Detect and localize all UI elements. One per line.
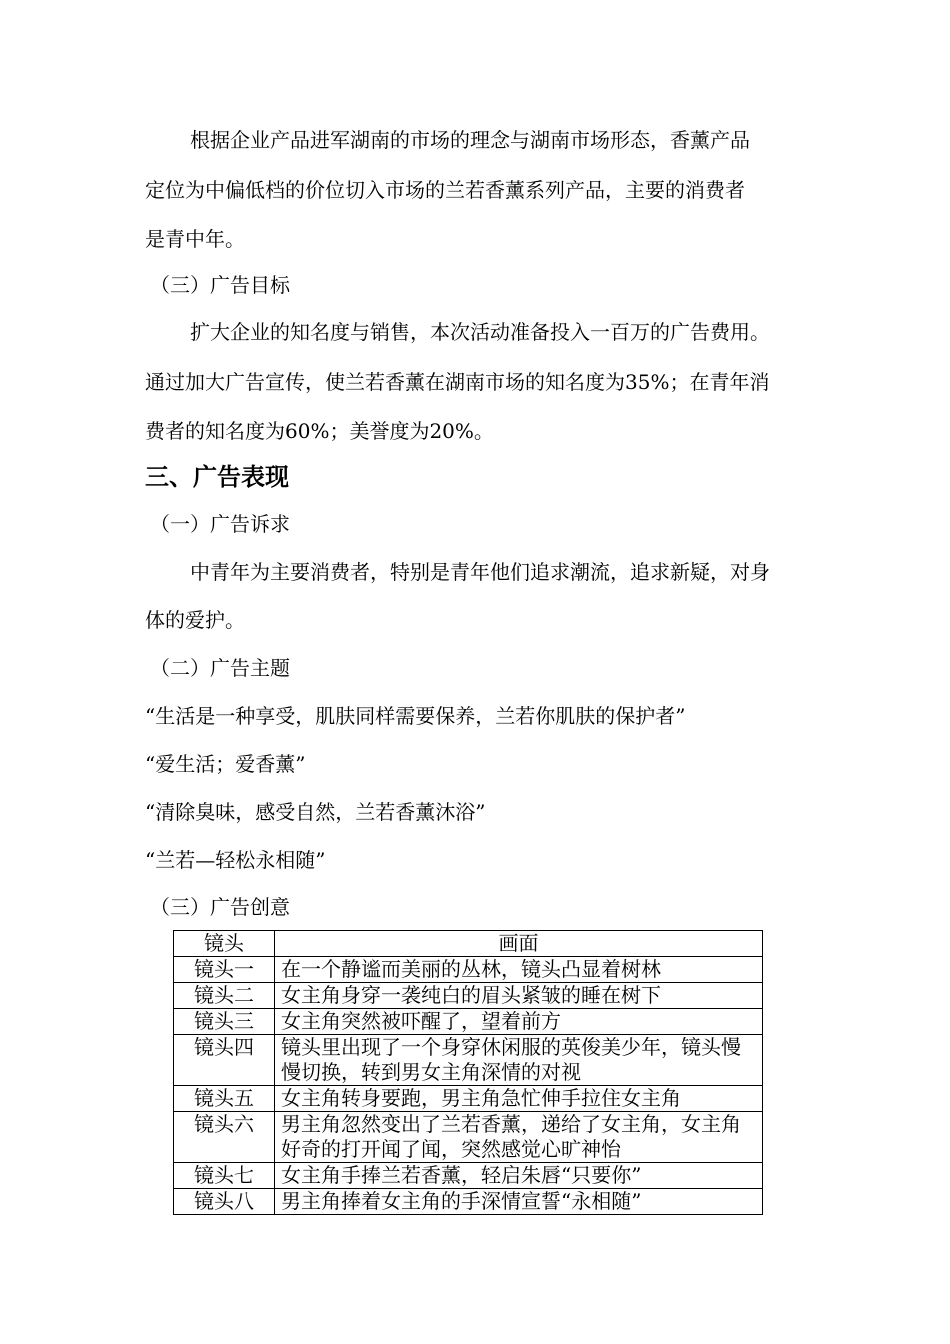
scene-description: 镜头里出现了一个身穿休闲服的英俊美少年，镜头慢慢切换，转到男女主角深情的对视 <box>275 1035 763 1086</box>
shot-label: 镜头七 <box>174 1163 275 1189</box>
ad-goal-line-3: 费者的知名度为60%；美誉度为20%。 <box>145 419 494 443</box>
storyboard-table <box>173 930 763 1215</box>
table-row <box>174 1163 763 1189</box>
scene-description: 男主角捧着女主角的手深情宣誓“永相随” <box>275 1189 763 1215</box>
theme-slogan-4: “兰若—轻松永相随” <box>145 848 326 872</box>
appeal-line-1: 中青年为主要消费者，特别是青年他们追求潮流，追求新疑，对身 <box>190 560 770 584</box>
scene-description: 女主角转身要跑，男主角急忙伸手拉住女主角 <box>275 1086 763 1112</box>
scene-description: 女主角身穿一袭纯白的眉头紧皱的睡在树下 <box>275 983 763 1009</box>
shot-label: 镜头二 <box>174 983 275 1009</box>
shot-label: 镜头一 <box>174 957 275 983</box>
shot-label: 镜头五 <box>174 1086 275 1112</box>
ad-goal-title: （三）广告目标 <box>150 273 290 297</box>
header-shot: 镜头 <box>174 931 275 957</box>
theme-slogan-2: “爱生活；爱香薰” <box>145 752 306 776</box>
table-row <box>174 1189 763 1215</box>
table-header-row <box>174 931 763 957</box>
ad-goal-line-2: 通过加大广告宣传，使兰若香薰在湖南市场的知名度为35%；在青年消 <box>145 370 770 394</box>
shot-label: 镜头六 <box>174 1112 275 1163</box>
chapter-heading: 三、广告表现 <box>145 463 289 491</box>
scene-description: 女主角手捧兰若香薰，轻启朱唇“只要你” <box>275 1163 763 1189</box>
header-scene: 画面 <box>275 931 763 957</box>
table-row <box>174 1086 763 1112</box>
scene-description: 男主角忽然变出了兰若香薰，递给了女主角，女主角好奇的打开闻了闻，突然感觉心旷神怡 <box>275 1112 763 1163</box>
appeal-line-2: 体的爱护。 <box>145 608 245 632</box>
shot-label: 镜头四 <box>174 1035 275 1086</box>
theme-slogan-1: “生活是一种享受，肌肤同样需要保养，兰若你肌肤的保护者” <box>145 704 686 728</box>
ad-goal-line-1: 扩大企业的知名度与销售，本次活动准备投入一百万的广告费用。 <box>190 320 770 344</box>
shot-label: 镜头八 <box>174 1189 275 1215</box>
creative-title: （三）广告创意 <box>150 895 290 919</box>
intro-line-2: 定位为中偏低档的价位切入市场的兰若香薰系列产品，主要的消费者 <box>145 178 745 202</box>
shot-label: 镜头三 <box>174 1009 275 1035</box>
appeal-title: （一）广告诉求 <box>150 512 290 536</box>
table-row <box>174 1009 763 1035</box>
table-row <box>174 983 763 1009</box>
intro-line-1: 根据企业产品进军湖南的市场的理念与湖南市场形态，香薰产品 <box>190 128 750 152</box>
table-row <box>174 1112 763 1163</box>
scene-description: 在一个静谧而美丽的丛林，镜头凸显着树林 <box>275 957 763 983</box>
table-row <box>174 957 763 983</box>
table-row <box>174 1035 763 1086</box>
intro-line-3: 是青中年。 <box>145 227 245 251</box>
theme-slogan-3: “清除臭味，感受自然，兰若香薰沐浴” <box>145 800 486 824</box>
scene-description: 女主角突然被吓醒了，望着前方 <box>275 1009 763 1035</box>
theme-title: （二）广告主题 <box>150 656 290 680</box>
